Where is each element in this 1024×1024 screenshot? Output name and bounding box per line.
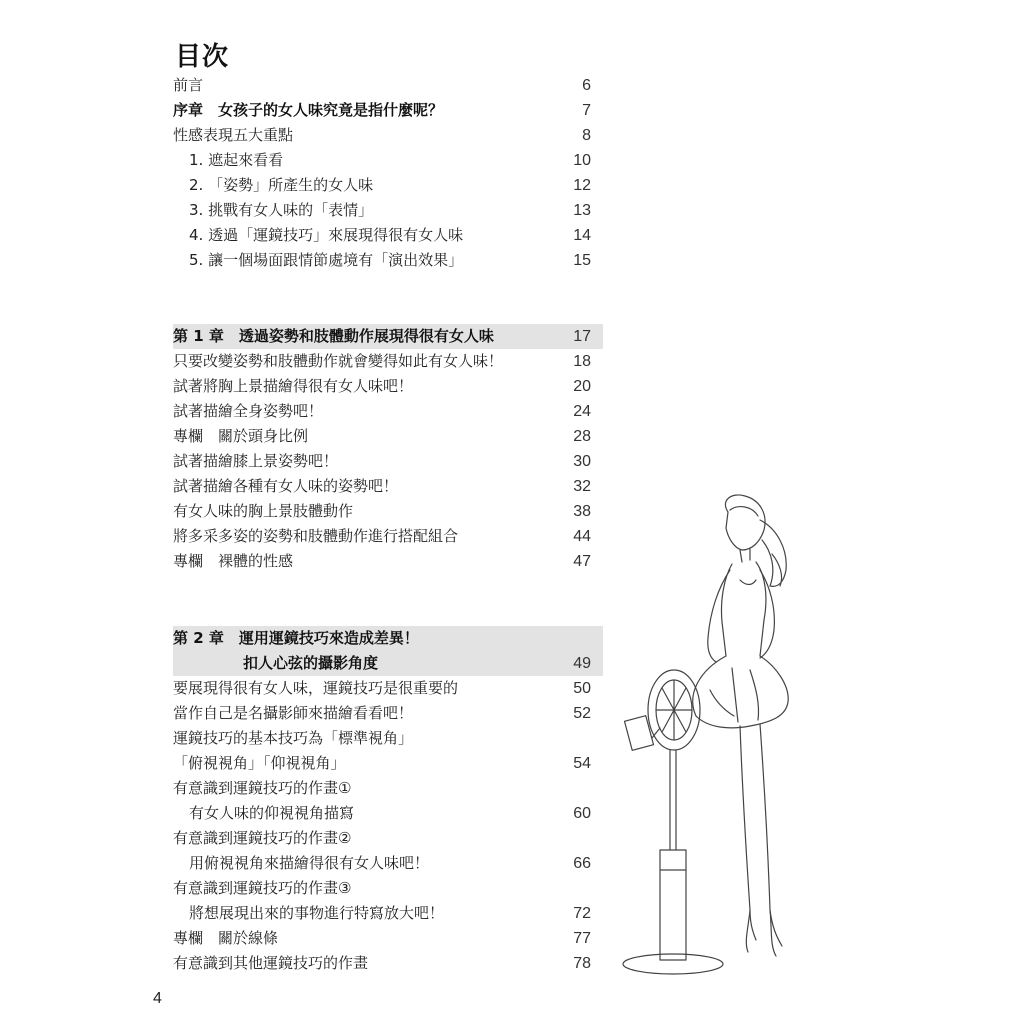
toc-entry — [173, 449, 603, 474]
toc-entry — [173, 499, 603, 524]
toc-label: 只要改變姿勢和肢體動作就會變得如此有女人味！ — [173, 352, 504, 370]
toc-page-number: 60 — [573, 805, 591, 822]
toc-entry — [173, 374, 603, 399]
page-title: 目次 — [175, 42, 230, 72]
toc-page-number: 52 — [573, 705, 591, 722]
toc-label: 專欄 關於線條 — [173, 929, 279, 947]
chapter-2-subheading — [173, 651, 603, 676]
toc-page-number: 78 — [573, 955, 591, 972]
toc-entry — [173, 223, 603, 248]
toc-label: 第 2 章 運用運鏡技巧來造成差異！ — [173, 629, 419, 647]
toc-label: 用俯視視角來描繪得很有女人味吧！ — [189, 854, 430, 872]
toc-label: 有意識到運鏡技巧的作畫② — [173, 829, 352, 847]
toc-page-number: 44 — [573, 528, 591, 545]
toc-entry — [173, 349, 603, 374]
toc-page-number: 20 — [573, 378, 591, 395]
toc-entry — [173, 701, 603, 726]
toc-entry — [173, 248, 603, 273]
toc-page-number: 50 — [573, 680, 591, 697]
chapter-2-heading — [173, 626, 603, 651]
toc-label: 扣人心弦的攝影角度 — [243, 654, 379, 672]
toc-label: 試著描繪膝上景姿勢吧！ — [173, 452, 339, 470]
toc-page-number: 14 — [573, 227, 591, 244]
toc-label: 有女人味的仰視視角描寫 — [189, 804, 355, 822]
toc-label: 試著描繪全身姿勢吧！ — [173, 402, 324, 420]
toc-label: 有意識到其他運鏡技巧的作畫 — [173, 954, 369, 972]
toc-label: 「俯視視角」「仰視視角」 — [173, 754, 346, 772]
toc-entry — [173, 173, 603, 198]
toc-label: 第 1 章 透過姿勢和肢體動作展現得很有女人味 — [173, 327, 494, 345]
toc-page-number: 18 — [573, 353, 591, 370]
toc-entry — [173, 424, 603, 449]
toc-entry-prologue — [173, 98, 603, 123]
toc-label: 4. 透過「運鏡技巧」來展現得很有女人味 — [189, 226, 464, 244]
toc-label: 5. 讓一個場面跟情節處境有「演出效果」 — [189, 251, 464, 269]
toc-page-number: 54 — [573, 755, 591, 772]
toc-label: 專欄 裸體的性感 — [173, 552, 294, 570]
toc-page-number: 30 — [573, 453, 591, 470]
toc-page-number: 66 — [573, 855, 591, 872]
toc-label: 試著描繪各種有女人味的姿勢吧！ — [173, 477, 399, 495]
toc-page-number: 77 — [573, 930, 591, 947]
toc-entry — [173, 148, 603, 173]
toc-page-number: 6 — [582, 77, 591, 94]
toc-entry — [173, 123, 603, 148]
chapter-1-heading — [173, 324, 603, 349]
toc-page-number: 32 — [573, 478, 591, 495]
toc-page-number: 10 — [573, 152, 591, 169]
toc-label: 1. 遮起來看看 — [189, 151, 284, 169]
toc-label: 2. 「姿勢」所產生的女人味 — [189, 176, 374, 194]
toc-label: 將想展現出來的事物進行特寫放大吧！ — [189, 904, 445, 922]
toc-page-number: 24 — [573, 403, 591, 420]
toc-entry — [173, 474, 603, 499]
girl-with-fan-illustration — [600, 490, 840, 990]
toc-entry — [173, 851, 603, 876]
toc-page-number: 72 — [573, 905, 591, 922]
toc-page-number: 15 — [573, 252, 591, 269]
toc-entry — [173, 73, 603, 98]
toc-label: 有女人味的胸上景肢體動作 — [173, 502, 354, 520]
toc-label: 序章 女孩子的女人味究竟是指什麼呢？ — [173, 101, 444, 119]
toc-entry — [173, 826, 603, 851]
toc-page-number: 38 — [573, 503, 591, 520]
page-number: 4 — [153, 990, 162, 1007]
toc-page-number: 13 — [573, 202, 591, 219]
toc-page-number: 12 — [573, 177, 591, 194]
toc-entry — [173, 524, 603, 549]
toc-entry — [173, 901, 603, 926]
toc-entry — [173, 776, 603, 801]
toc-label: 要展現得很有女人味，運鏡技巧是很重要的 — [173, 679, 459, 697]
toc-entry — [173, 801, 603, 826]
toc-entry — [173, 399, 603, 424]
toc-entry — [173, 751, 603, 776]
toc-label: 當作自己是名攝影師來描繪看看吧！ — [173, 704, 414, 722]
toc-entry — [173, 198, 603, 223]
toc-entry — [173, 676, 603, 701]
toc-entry — [173, 951, 603, 976]
toc-label: 有意識到運鏡技巧的作畫① — [173, 779, 352, 797]
toc-entry — [173, 726, 603, 751]
toc-entry — [173, 549, 603, 574]
toc-label: 試著將胸上景描繪得很有女人味吧！ — [173, 377, 414, 395]
toc-label: 運鏡技巧的基本技巧為「標準視角」 — [173, 729, 414, 747]
toc-page-number: 49 — [573, 655, 591, 672]
toc-label: 將多采多姿的姿勢和肢體動作進行搭配組合 — [173, 527, 459, 545]
toc-page-number: 7 — [582, 102, 591, 119]
toc-page-number: 17 — [573, 328, 591, 345]
toc-label: 3. 挑戰有女人味的「表情」 — [189, 201, 374, 219]
toc-page-number: 28 — [573, 428, 591, 445]
toc-entry — [173, 926, 603, 951]
toc-label: 性感表現五大重點 — [173, 126, 294, 144]
toc-label: 有意識到運鏡技巧的作畫③ — [173, 879, 352, 897]
toc-page-number: 8 — [582, 127, 591, 144]
toc-label: 前言 — [173, 76, 204, 94]
toc-page-number: 47 — [573, 553, 591, 570]
toc-entry — [173, 876, 603, 901]
toc-label: 專欄 關於頭身比例 — [173, 427, 309, 445]
